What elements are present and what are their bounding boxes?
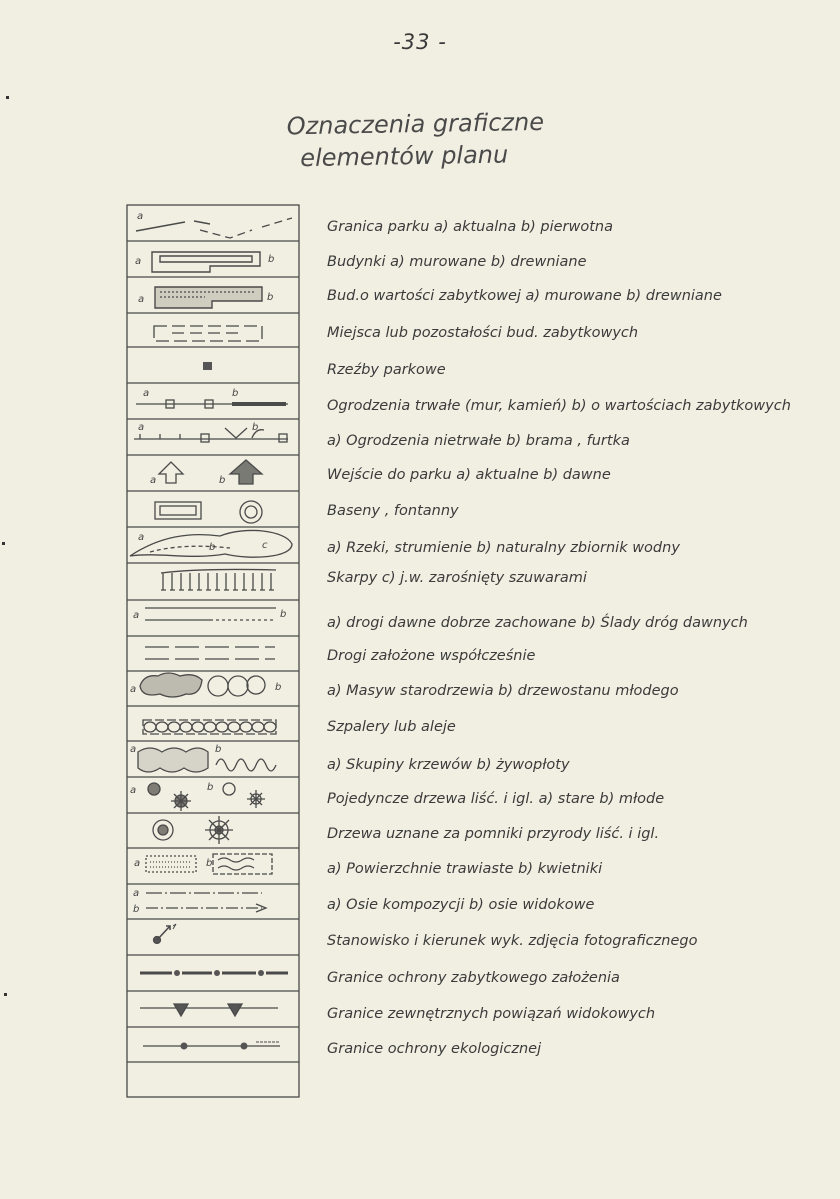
legend-label-temporary-fences: a) Ogrodzenia nietrwałe b) brama , furtka xyxy=(327,433,630,449)
legend-label-old-roads: a) drogi dawne dobrze zachowane b) Ślady dróg dawnych xyxy=(327,615,748,631)
symbol-letter: a xyxy=(130,744,137,755)
legend-label-alleys: Szpalery lub aleje xyxy=(327,719,456,735)
escarpment-tick xyxy=(260,573,265,590)
symbol-shrubs-hedges xyxy=(130,744,276,772)
symbol-heritage-boundary xyxy=(140,970,288,976)
symbol-old-roads xyxy=(133,608,286,621)
title-line-2: elementów planu xyxy=(300,140,509,173)
scan-mark xyxy=(2,542,5,545)
legend-label-tree-stands: a) Masyw starodrzewia b) drzewostanu młodego xyxy=(327,683,679,699)
scan-mark xyxy=(6,96,9,99)
legend-label-sculptures: Rzeźby parkowe xyxy=(327,362,446,378)
escarpment-tick xyxy=(179,573,184,590)
legend-label-permanent-fences: Ogrodzenia trwałe (mur, kamień) b) o wartościach zabytkowych xyxy=(327,398,791,414)
symbol-building-remains xyxy=(154,326,262,341)
symbol-photo-station xyxy=(154,924,177,944)
symbol-letter: b xyxy=(215,744,222,755)
title-line-1: Oznaczenia graficzne xyxy=(286,107,545,141)
symbol-nature-monuments xyxy=(153,816,233,844)
alley-circle xyxy=(156,722,168,732)
symbol-letter: b xyxy=(206,858,213,869)
symbol-park-boundary xyxy=(136,211,292,238)
symbol-letter: a xyxy=(138,532,145,543)
legend-label-historic-buildings: Bud.o wartości zabytkowej a) murowane b) drewniane xyxy=(327,288,722,304)
symbol-park-entrance xyxy=(150,460,262,486)
symbol-letter: a xyxy=(130,785,137,796)
page-number: -33 - xyxy=(393,30,447,54)
legend-label-external-views: Granice zewnętrznych powiązań widokowych xyxy=(327,1006,656,1022)
symbol-sculptures xyxy=(203,362,212,370)
escarpment-tick xyxy=(251,573,256,590)
symbol-historic-buildings xyxy=(138,287,273,308)
symbol-ecological-boundary xyxy=(143,1042,280,1050)
alley-circles xyxy=(144,722,276,732)
symbol-permanent-fences xyxy=(136,388,288,408)
symbol-temporary-fences xyxy=(134,422,288,442)
symbol-letter: c xyxy=(262,540,268,551)
legend-label-park-entrance: Wejście do parku a) aktualne b) dawne xyxy=(327,467,611,483)
symbol-letter: b xyxy=(232,388,239,399)
alley-circle xyxy=(240,722,252,732)
legend-label-lawns-flowerbeds: a) Powierzchnie trawiaste b) kwietniki xyxy=(327,861,603,877)
symbol-letter: b xyxy=(268,254,275,265)
symbol-lawns-flowerbeds xyxy=(134,854,272,874)
symbol-letter: a xyxy=(135,256,142,267)
escarpment-tick xyxy=(170,573,175,590)
legend-label-pools-fountains: Baseny , fontanny xyxy=(327,503,459,519)
symbol-letter: b xyxy=(252,422,259,433)
symbol-single-trees xyxy=(130,782,265,811)
symbol-external-views xyxy=(140,1004,278,1016)
symbol-letter: a xyxy=(133,610,140,621)
symbol-letter: a xyxy=(138,422,145,433)
symbol-alleys xyxy=(143,720,276,734)
symbol-letter: a xyxy=(134,858,141,869)
alley-circle xyxy=(180,722,192,732)
symbol-letter: b xyxy=(267,292,274,303)
legend-label-photo-station: Stanowisko i kierunek wyk. zdjęcia fotograficznego xyxy=(327,933,698,949)
symbol-escarpments xyxy=(161,569,276,590)
symbol-rivers-ponds xyxy=(130,530,292,557)
symbol-letter: a xyxy=(143,388,150,399)
legend-label-rivers-ponds: a) Rzeki, strumienie b) naturalny zbiornik wodny xyxy=(327,540,680,556)
legend-frame xyxy=(127,205,299,1097)
symbol-letter: a xyxy=(150,475,157,486)
legend-row-dividers xyxy=(127,241,299,1062)
escarpment-tick xyxy=(269,573,274,590)
symbol-letter: a xyxy=(138,294,145,305)
symbol-letter: b xyxy=(209,542,216,553)
escarpment-tick xyxy=(197,573,202,590)
alley-circle xyxy=(228,722,240,732)
alley-circle xyxy=(216,722,228,732)
symbol-buildings xyxy=(135,252,274,272)
symbol-modern-roads xyxy=(145,647,275,659)
legend-label-modern-roads: Drogi założone współcześnie xyxy=(327,648,536,664)
legend-label-axes: a) Osie kompozycji b) osie widokowe xyxy=(327,897,595,913)
legend-label-single-trees: Pojedyncze drzewa liść. i igl. a) stare b) młode xyxy=(327,791,665,807)
alley-circle xyxy=(252,722,264,732)
legend-label-nature-monuments: Drzewa uznane za pomniki przyrody liść. i igl. xyxy=(327,826,660,842)
legend-label-shrubs-hedges: a) Skupiny krzewów b) żywopłoty xyxy=(327,757,570,773)
scan-mark xyxy=(4,993,7,996)
legend-label-ecological-boundary: Granice ochrony ekologicznej xyxy=(327,1041,542,1057)
symbol-letter: b xyxy=(280,609,287,620)
escarpment-tick xyxy=(242,573,247,590)
legend-label-park-boundary: Granica parku a) aktualna b) pierwotna xyxy=(327,219,613,235)
legend-label-building-remains: Miejsca lub pozostałości bud. zabytkowych xyxy=(327,325,639,341)
symbol-letter: b xyxy=(207,782,214,793)
symbol-tree-stands xyxy=(130,673,281,697)
alley-circle xyxy=(264,722,276,732)
symbol-letter: a xyxy=(130,684,137,695)
alley-circle xyxy=(168,722,180,732)
symbol-letter: b xyxy=(133,904,140,915)
symbol-letter: a xyxy=(133,888,140,899)
alley-circle xyxy=(192,722,204,732)
legend-label-buildings: Budynki a) murowane b) drewniane xyxy=(327,254,587,270)
escarpment-tick xyxy=(215,573,220,590)
escarpment-tick xyxy=(224,573,229,590)
escarpment-tick xyxy=(188,573,193,590)
escarpment-tick xyxy=(206,573,211,590)
legend-label-escarpments: Skarpy c) j.w. zarośnięty szuwarami xyxy=(327,570,587,586)
symbol-pools-fountains xyxy=(155,501,262,523)
symbol-axes xyxy=(133,888,266,915)
escarpment-tick xyxy=(161,573,166,590)
symbol-letter: b xyxy=(219,475,226,486)
escarpment-ticks xyxy=(161,573,274,590)
alley-circle xyxy=(204,722,216,732)
escarpment-tick xyxy=(233,573,238,590)
symbol-letter: a xyxy=(137,211,144,222)
legend-label-heritage-boundary: Granice ochrony zabytkowego założenia xyxy=(327,970,620,986)
symbol-letter: b xyxy=(275,682,282,693)
alley-circle xyxy=(144,722,156,732)
